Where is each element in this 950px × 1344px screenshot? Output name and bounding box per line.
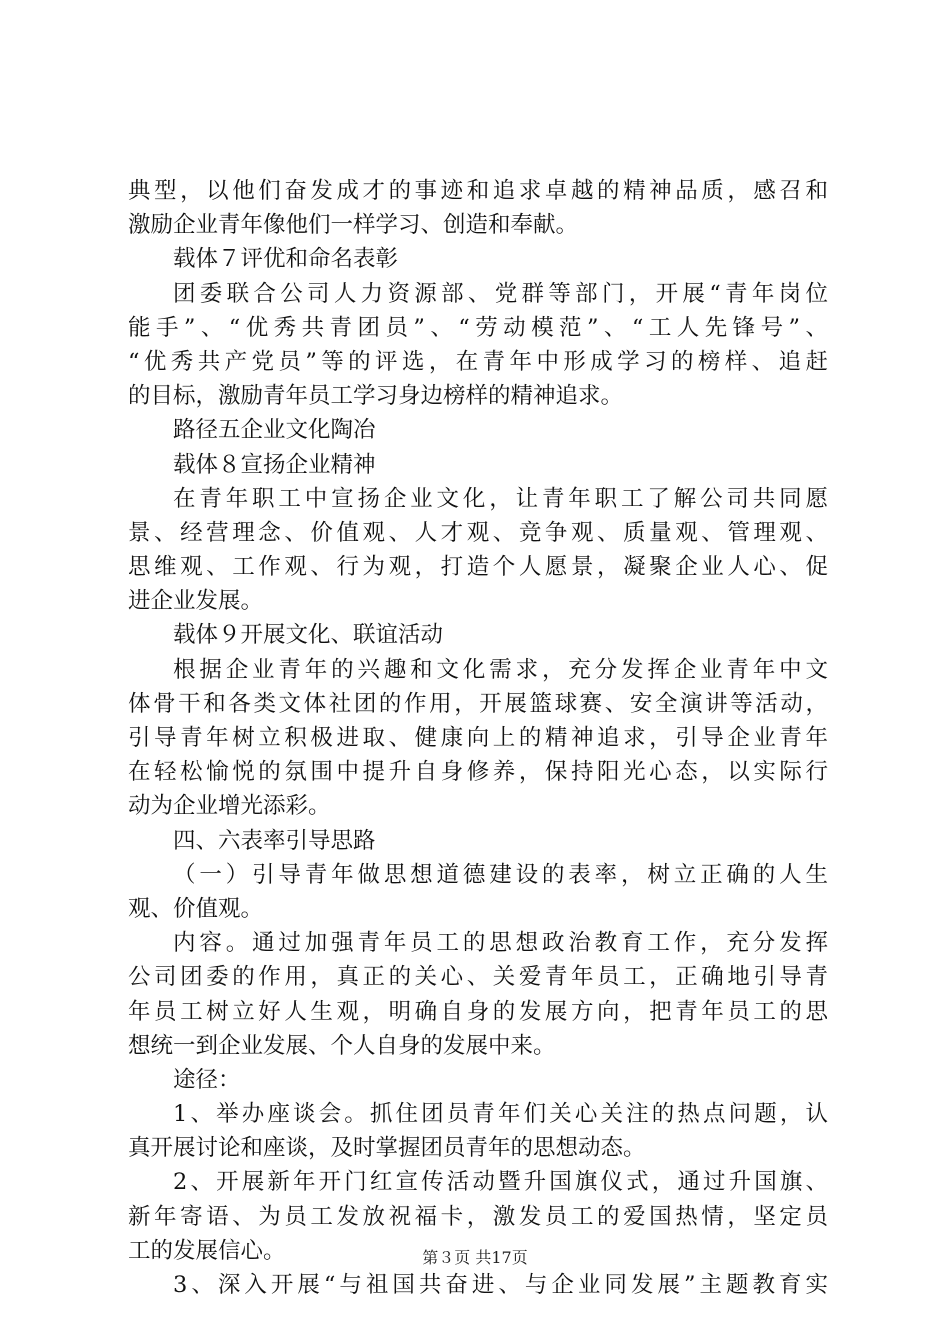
text-line: “优秀共产党员”等的评选，在青年中形成学习的榜样、追赶 [128, 348, 828, 375]
text-line: （一）引导青年做思想道德建设的表率，树立正确的人生 [173, 861, 828, 888]
text-line: 根据企业青年的兴趣和文化需求，充分发挥企业青年中文 [173, 656, 828, 683]
text-line: 1、举办座谈会。抓住团员青年们关心关注的热点问题，认 [173, 1101, 828, 1128]
text-line: 载体９开展文化、联谊活动 [173, 622, 444, 649]
text-line: 体骨干和各类文体社团的作用，开展篮球赛、安全演讲等活动， [128, 690, 828, 717]
text-line: 在轻松愉悦的氛围中提升自身修养，保持阳光心态，以实际行 [128, 759, 828, 786]
text-line: 景、经营理念、价值观、人才观、竞争观、质量观、管理观、 [128, 519, 828, 546]
text-line: 团委联合公司人力资源部、党群等部门，开展“青年岗位 [173, 280, 828, 307]
text-line: 载体７评优和命名表彰 [173, 246, 399, 273]
text-line: 途径： [173, 1066, 241, 1093]
text-line: 引导青年树立积极进取、健康向上的精神追求，引导企业青年 [128, 725, 828, 751]
text-line: 想统一到企业发展、个人自身的发展中来。 [128, 1032, 556, 1059]
text-line: 新年寄语、为员工发放祝福卡，激发员工的爱国热情，坚定员 [128, 1203, 828, 1230]
text-line: 观、价值观。 [128, 895, 264, 922]
page-number: 第３页 共17页 [422, 1248, 528, 1267]
text-line: 2、开展新年开门红宣传活动暨升国旗仪式，通过升国旗、 [173, 1169, 828, 1196]
text-line: 路径五企业文化陶冶 [173, 417, 376, 444]
text-line: 思维观、工作观、行为观，打造个人愿景，凝聚企业人心、促 [128, 554, 828, 581]
document-body [128, 174, 828, 1302]
text-line: 动为企业增光添彩。 [128, 793, 331, 820]
text-line: 真开展讨论和座谈，及时掌握团员青年的思想动态。 [128, 1135, 646, 1162]
text-line: 典型，以他们奋发成才的事迹和追求卓越的精神品质，感召和 [128, 178, 828, 204]
text-line: 工的发展信心。 [128, 1237, 286, 1264]
text-line: 激励企业青年像他们一样学习、创造和奉献。 [128, 212, 579, 239]
text-line: 内容。通过加强青年员工的思想政治教育工作，充分发挥 [173, 930, 828, 957]
page-footer [0, 1245, 950, 1268]
text-line: 在青年职工中宣扬企业文化，让青年职工了解公司共同愿 [173, 485, 828, 512]
text-line: 四、六表率引导思路 [173, 827, 376, 854]
text-line: 公司团委的作用，真正的关心、关爱青年员工，正确地引导青 [128, 964, 828, 991]
text-line: 能手”、“优秀共青团员”、“劳动模范”、“工人先锋号”、 [128, 314, 828, 341]
text-line: 3、深入开展“与祖国共奋进、与企业同发展”主题教育实 [173, 1272, 828, 1298]
text-line: 载体８宣扬企业精神 [173, 451, 376, 478]
text-line: 的目标，激励青年员工学习身边榜样的精神追求。 [128, 383, 624, 410]
text-line: 年员工树立好人生观，明确自身的发展方向，把青年员工的思 [128, 998, 828, 1025]
text-line: 进企业发展。 [128, 588, 264, 615]
